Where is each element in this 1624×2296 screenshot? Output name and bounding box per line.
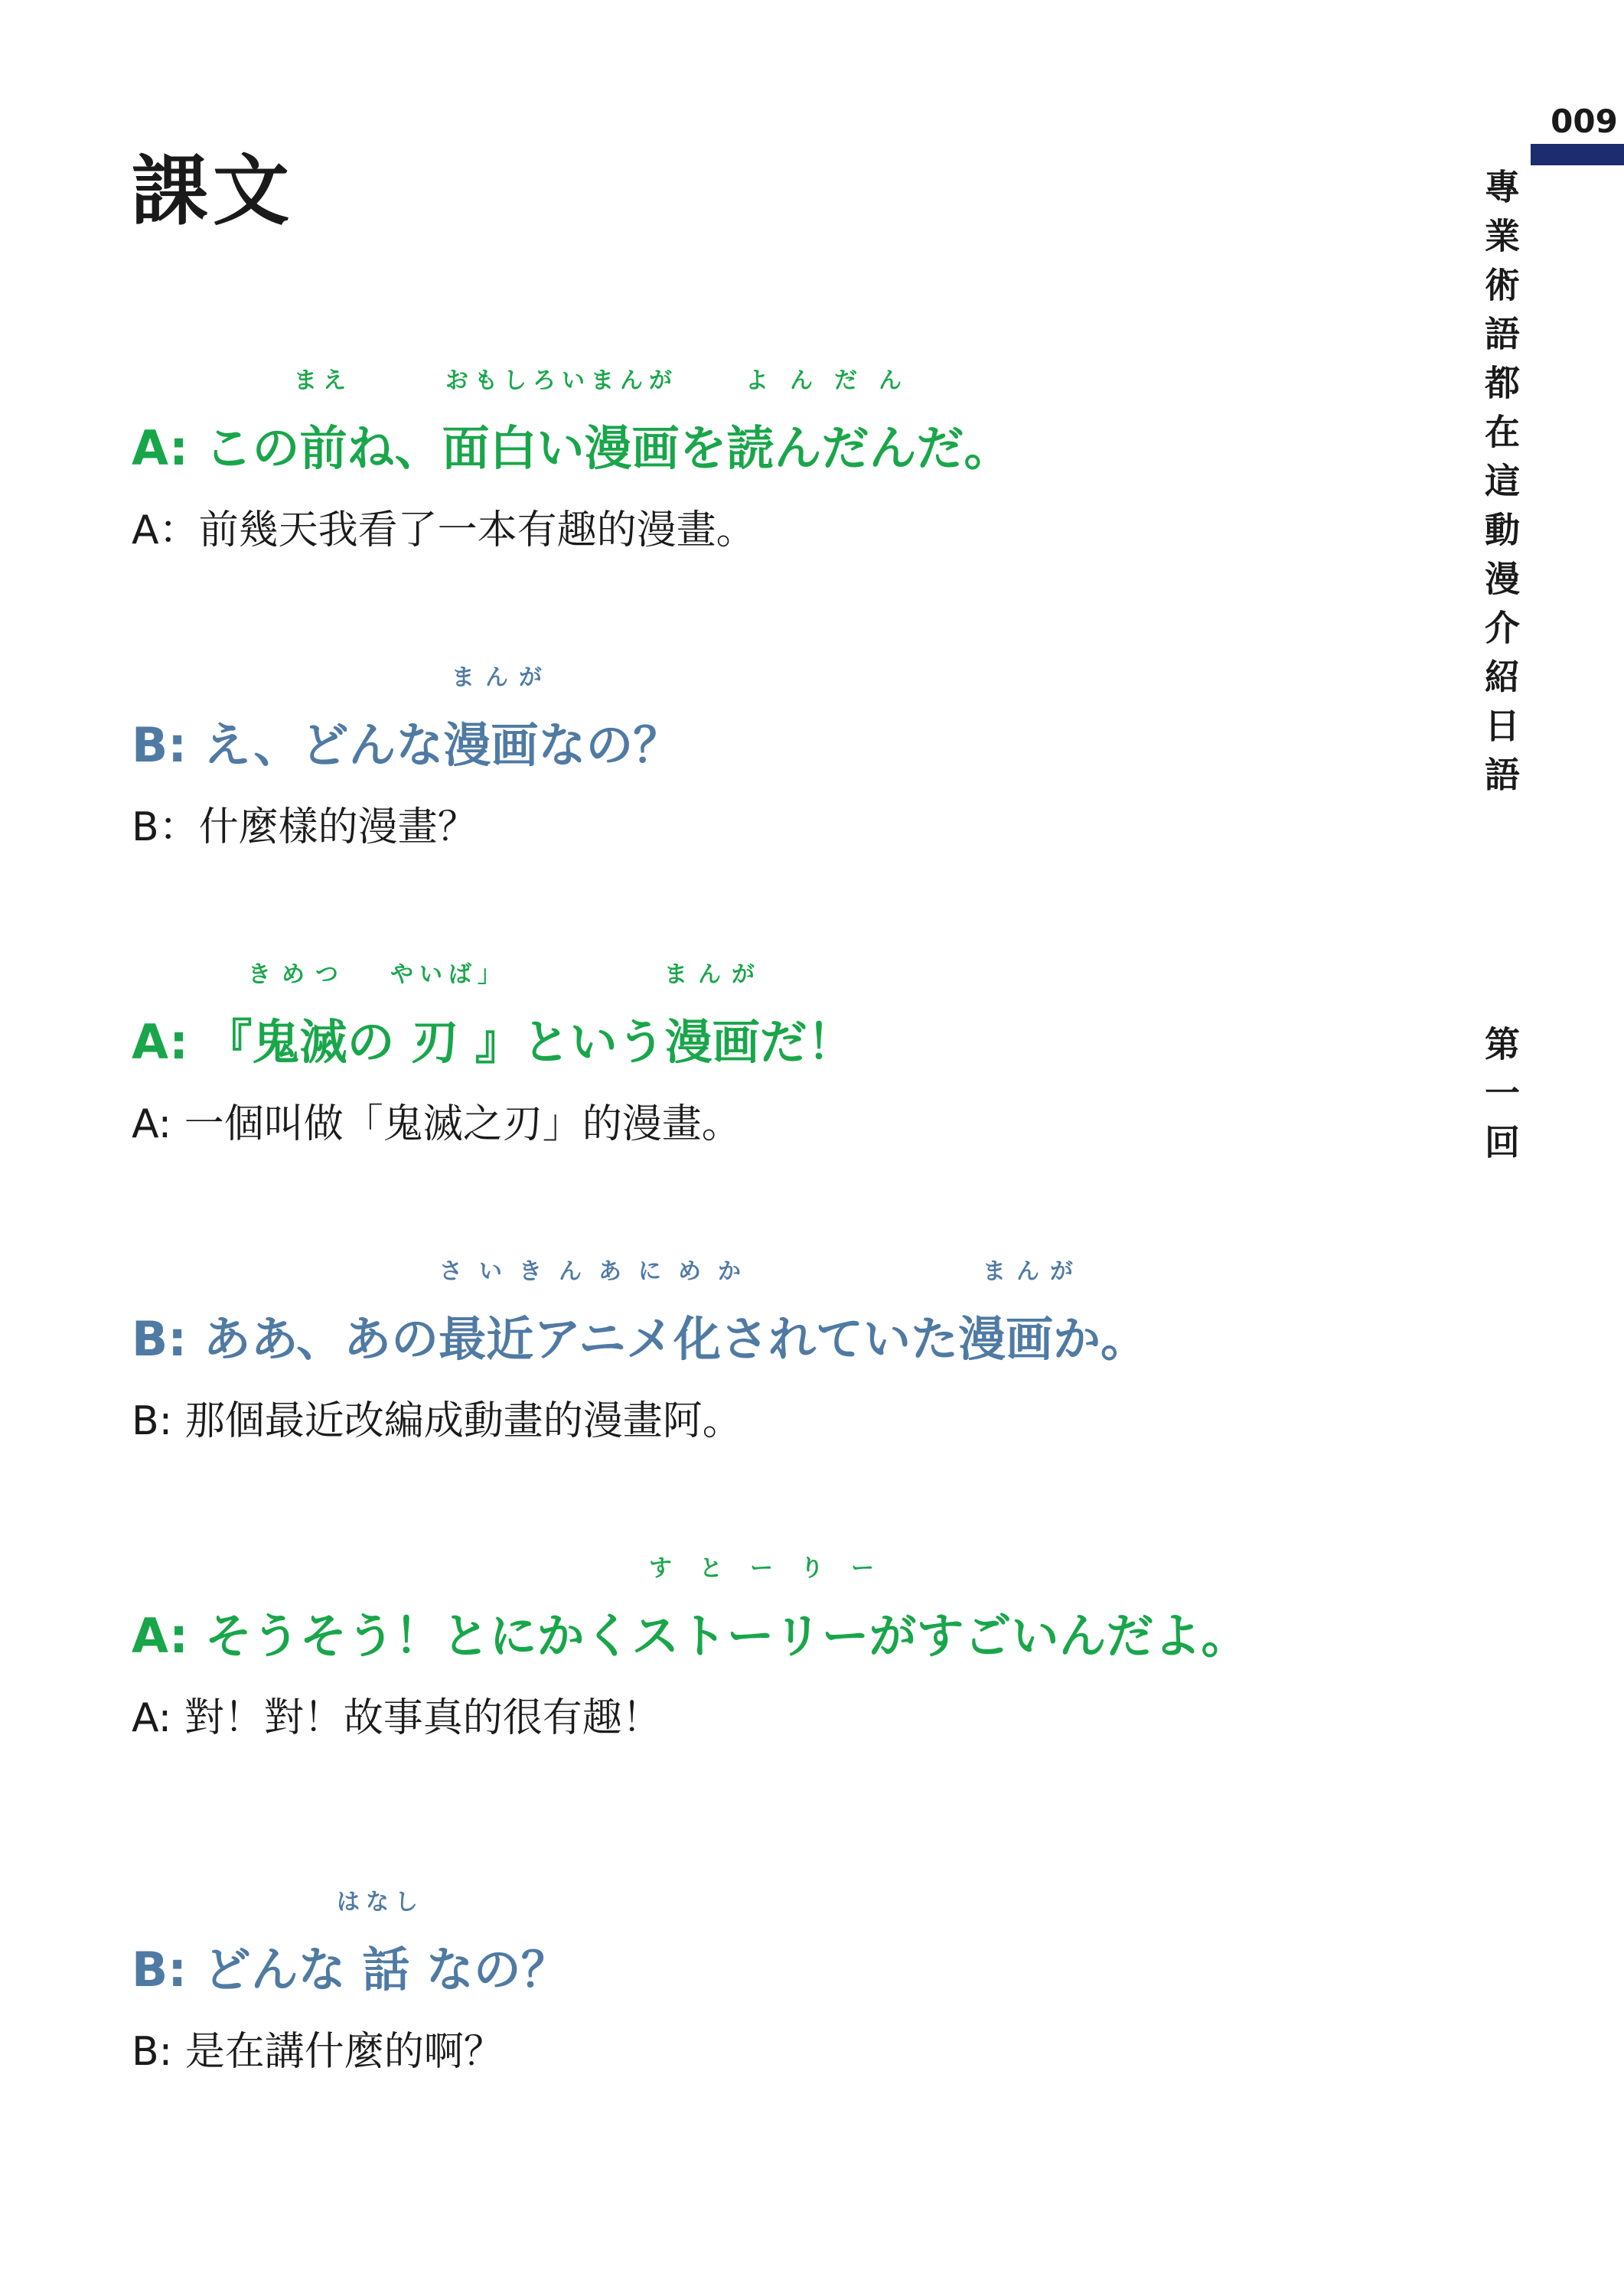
- page-title: 課文: [132, 146, 294, 236]
- chinese-translation: A: 一個叫做「鬼滅之刃」的漫畫。: [132, 1101, 742, 1147]
- furigana: よんだん: [745, 367, 923, 394]
- furigana: おもしろいまんが: [445, 367, 678, 394]
- furigana: やいば」: [390, 961, 507, 988]
- furigana: すとーりー: [649, 1555, 902, 1582]
- dialogue-line-5: [132, 1554, 1433, 1743]
- japanese-text: B: どんな 話 なの？: [132, 1942, 569, 1998]
- chinese-translation: A: 對！對！故事真的很有趣！: [132, 1695, 662, 1741]
- chapter-label-vertical: 第一回: [1479, 1026, 1521, 1172]
- chinese-translation: B: 那個最近改編成動畫的漫畫阿。: [132, 1398, 742, 1444]
- japanese-text: B: ああ、あの最近アニメ化されていた漫画か。: [132, 1311, 1149, 1367]
- furigana-row: [132, 663, 1433, 693]
- furigana-row: [132, 366, 1433, 396]
- furigana-row: [132, 1887, 1433, 1918]
- chinese-translation: A：前幾天我看了一本有趣的漫畫。: [132, 507, 756, 553]
- furigana: まんが: [664, 961, 765, 988]
- dialogue-line-1: [132, 366, 1433, 556]
- japanese-text: A: そうそう！とにかくストーリーがすごいんだよ。: [132, 1608, 1249, 1664]
- japanese-text: B: え、どんな漫画なの？: [132, 717, 681, 773]
- furigana-row: [132, 1257, 1433, 1287]
- japanese-text: A: この前ね、面白い漫画を読んだんだ。: [132, 420, 1012, 476]
- page-number: 009: [1551, 103, 1618, 140]
- furigana: きめつ: [248, 961, 349, 988]
- furigana: はなし: [337, 1889, 424, 1916]
- dialogue-line-2: [132, 663, 1433, 853]
- dialogue-line-3: [132, 960, 1433, 1150]
- furigana-row: [132, 1554, 1433, 1584]
- furigana: さいきんあにめか: [439, 1258, 758, 1285]
- page-number-bar: [1531, 144, 1624, 165]
- japanese-text: A: 『鬼滅の 刃 』という漫画だ！: [132, 1014, 855, 1070]
- chinese-translation: B: 是在講什麼的啊？: [132, 2029, 504, 2075]
- furigana: まんが: [452, 664, 553, 691]
- chinese-translation: B：什麼樣的漫畫？: [132, 804, 478, 850]
- furigana-row: [132, 960, 1433, 990]
- furigana: まんが: [983, 1258, 1084, 1285]
- dialogue-line-6: [132, 1887, 1433, 2077]
- dialogue-line-4: [132, 1257, 1433, 1446]
- furigana: まえ: [294, 367, 352, 394]
- book-title-vertical: 專業術語都在這動漫介紹日語: [1479, 168, 1521, 805]
